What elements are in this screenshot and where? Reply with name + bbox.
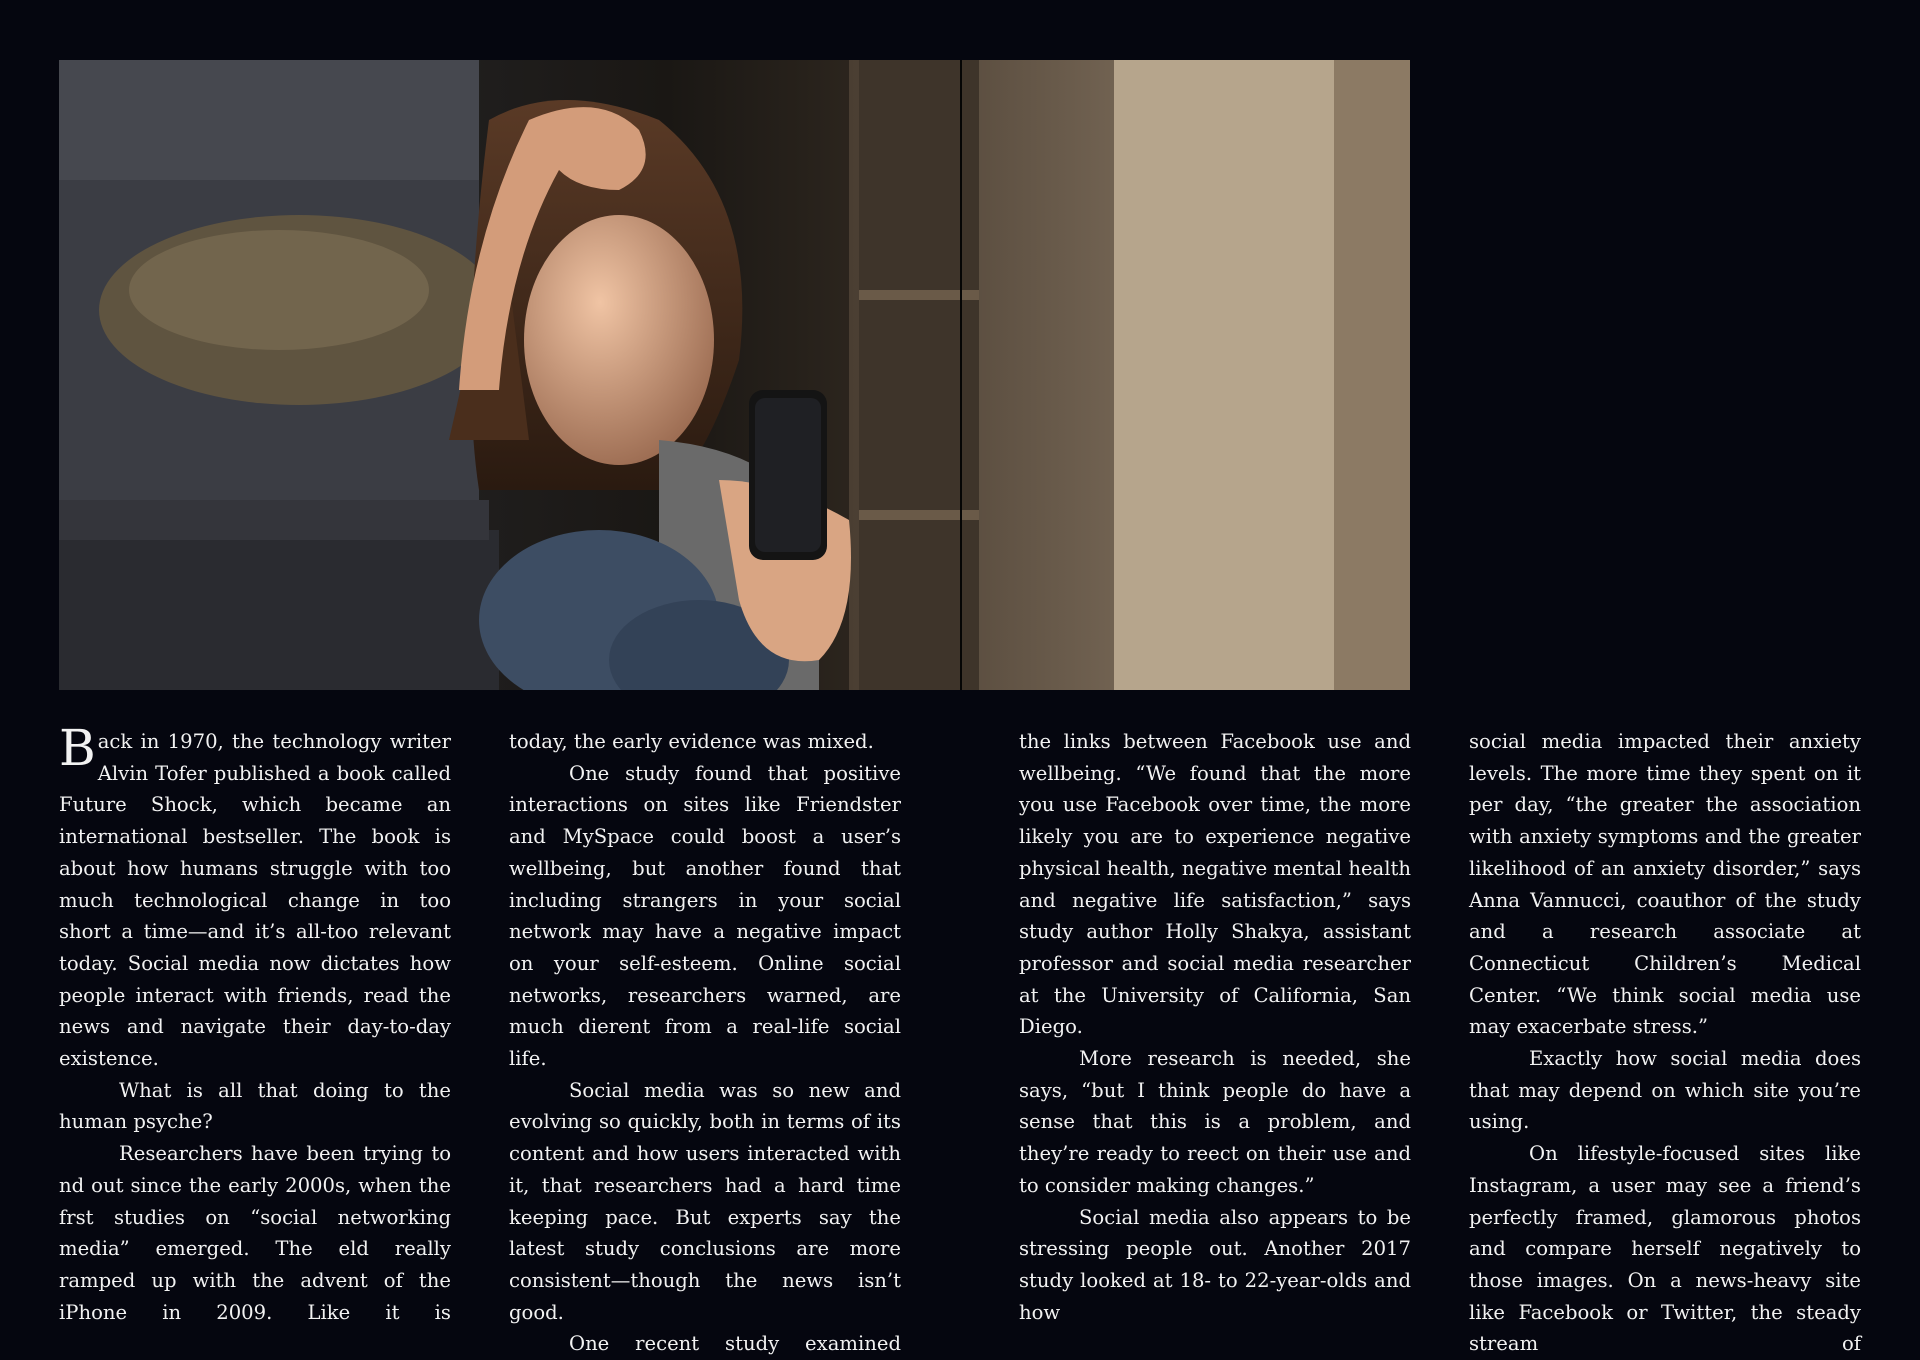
text-column-3 [1019, 726, 1411, 1328]
paragraph: One study found that positive interactions on sites like Friendster and MySpace could boost a user’s wellbeing, but another found that including strangers in your social network may have a negative impact on your self-esteem. Online social networks, researchers warned, are much dierent from a real-life social life. [509, 761, 901, 1071]
paragraph: today, the early evidence was mixed. [509, 730, 874, 753]
paragraph: Exactly how social media does that may depend on which site you’re using. [1469, 1047, 1861, 1134]
drop-cap: B [59, 719, 96, 777]
text-column-1 [59, 719, 451, 1328]
paragraph: Researchers have been trying to nd out since the early 2000s, when the frst studies on “social networking media” emerged. The eld really ramped up with the advent of the iPhone in 2009. Like it is [59, 1142, 451, 1324]
spread-gutter-line [960, 60, 962, 690]
paragraph: Social media was so new and evolving so quickly, both in terms of its content and how users interacted with it, that researchers had a hard time keeping pace. But experts say the latest study conclusions are more consistent—though the news isn’t good. [509, 1078, 901, 1324]
paragraph: social media impacted their anxiety levels. The more time they spent on it per day, “the greater the association with anxiety symptoms and the greater likelihood of an anxiety disorder,” says Anna Vannucci, coauthor of the study and a research associate at Connecticut Children’s Medical Center. “We think social media use may exacerbate stress.” [1469, 730, 1861, 1039]
paragraph: Social media also appears to be stressing people out. Another 2017 study looked at 18- to 22-year-olds and how [1019, 1205, 1411, 1324]
paragraph: One recent study examined [569, 1332, 901, 1356]
paragraph: What is all that doing to the human psyche? [59, 1078, 451, 1134]
text-column-4 [1469, 726, 1861, 1360]
paragraph: the links between Facebook use and wellbeing. “We found that the more you use Facebook over time, the more likely you are to experience negative physical health, negative mental health and negative life satisfaction,” says study author Holly Shakya, assistant professor and social media researcher at the University of California, San Diego. [1019, 730, 1411, 1039]
text-column-2 [509, 726, 901, 1360]
paragraph: On lifestyle-focused sites like Instagram, a user may see a friend’s perfectly framed, glamorous photos and compare herself negatively to those images. On a news-heavy site like Facebook or Twitter, the steady stream of [1469, 1142, 1861, 1356]
paragraph [59, 719, 451, 1075]
hero-photo [59, 60, 1410, 690]
paragraph: More research is needed, she says, “but I think people do have a sense that this is a problem, and they’re ready to reect on their use and to consider making changes.” [1019, 1047, 1411, 1197]
paragraph-text: ack in 1970, the technology writer Alvin Tofer published a book called Future Shock, which became an international bestseller. The book is about how humans struggle with too much technological change in too short a time—and it’s all-too relevant today. Social media now dictates how people interact with friends, read the news and navigate their day-to-day existence. [59, 730, 451, 1071]
photo-illustration [59, 60, 1410, 690]
